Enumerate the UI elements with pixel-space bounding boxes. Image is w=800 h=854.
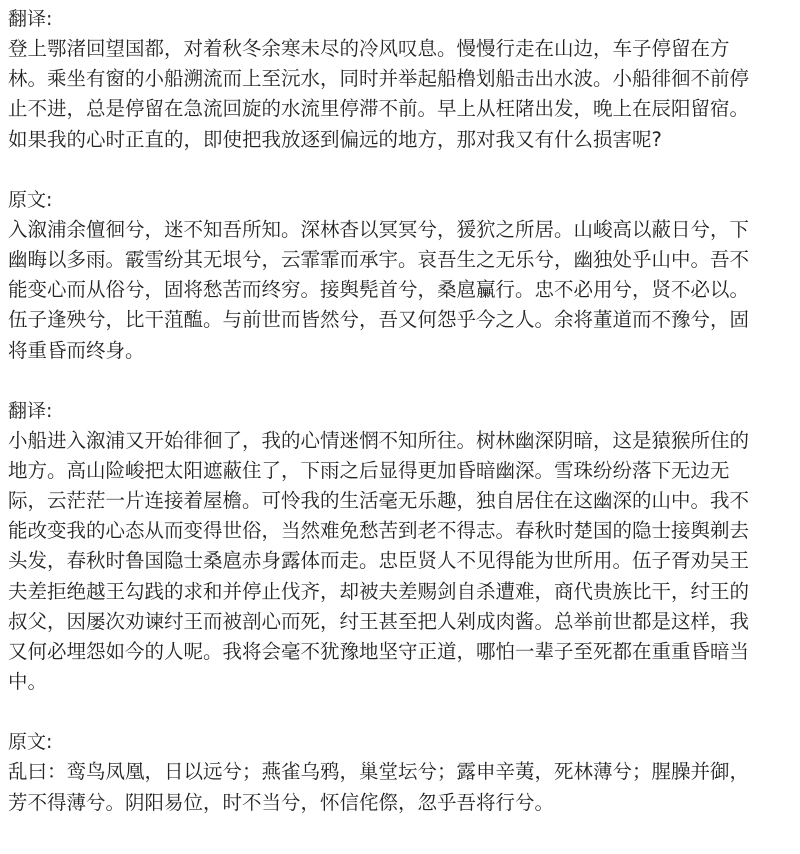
document-body: [8, 4, 794, 818]
text-line: 乱曰：鸾鸟凤凰，日以远兮；燕雀乌鸦，巢堂坛兮；露申辛荑，死林薄兮；腥臊并御，: [8, 760, 750, 784]
text-line: 中。: [8, 670, 48, 694]
text-line: 地方。高山险峻把太阳遮蔽住了，下雨之后显得更加昏暗幽深。雪珠纷纷落下无边无: [8, 458, 730, 482]
section-label: 原文:: [8, 731, 53, 754]
text-line: 芳不得薄兮。阴阳易位，时不当兮，怀信侘傺，忽乎吾将行兮。: [8, 790, 555, 814]
text-line: 登上鄂渚回望国都，对着秋冬余寒未尽的冷风叹息。慢慢行走在山边，车子停留在方: [8, 37, 730, 60]
paragraph-gap: [8, 366, 794, 396]
text-line: 伍子逢殃兮，比干菹醢。与前世而皆然兮，吾又何怨乎今之人。余将董道而不豫兮，固: [8, 308, 750, 332]
text-line: 幽晦以多雨。霰雪纷其无垠兮，云霏霏而承宇。哀吾生之无乐兮，幽独处乎山中。吾不: [8, 247, 750, 271]
paragraph-gap: [8, 697, 794, 727]
text-line: 际，云茫茫一片连接着屋檐。可怜我的生活毫无乐趣，独自居住在这幽深的山中。我不: [8, 489, 750, 513]
text-line: 能变心而从俗兮，固将愁苦而终穷。接舆髡首兮，桑扈臝行。忠不必用兮，贤不必以。: [8, 278, 750, 302]
text-line: 能改变我的心态从而变得世俗，当然难免愁苦到老不得志。春秋时楚国的隐士接舆剃去: [8, 519, 750, 543]
text-line: 小船进入溆浦又开始徘徊了，我的心情迷惘不知所往。树林幽深阴暗，这是猿猴所住的: [8, 428, 750, 452]
text-line: 夫差拒绝越王勾践的求和并停止伐齐，却被夫差赐剑自杀遭难，商代贵族比干，纣王的: [8, 579, 750, 603]
text-line: 头发，春秋时鲁国隐士桑扈赤身露体而走。忠臣贤人不见得能为世所用。伍子胥劝吴王: [8, 549, 750, 573]
text-line: 止不进，总是停留在急流回旋的水流里停滞不前。早上从枉陼出发，晚上在辰阳留宿。: [8, 97, 750, 121]
translation-section-1: [8, 4, 794, 155]
text-line: 叔父，因屡次劝谏纣王而被剖心而死，纣王甚至把人剁成肉酱。总举前世都是这样，我: [8, 609, 750, 633]
original-section-1: [8, 185, 794, 366]
text-line: 入溆浦余儃徊兮，迷不知吾所知。深林杳以冥冥兮，猨狖之所居。山峻高以蔽日兮，下: [8, 217, 750, 241]
original-section-2: [8, 727, 794, 817]
translation-section-2: [8, 396, 794, 698]
section-label: 原文:: [8, 188, 53, 211]
section-label: 翻译:: [8, 8, 53, 30]
text-line: 如果我的心时正直的，即使把我放逐到偏远的地方，那对我又有什么损害呢?: [8, 127, 662, 151]
text-line: 林。乘坐有窗的小船溯流而上至沅水，同时并举起船橹划船击出水波。小船徘徊不前停: [8, 67, 750, 91]
section-label: 翻译:: [8, 399, 53, 422]
text-line: 将重昏而终身。: [8, 338, 145, 362]
text-line: 又何必埋怨如今的人呢。我将会毫不犹豫地坚守正道，哪怕一辈子至死都在重重昏暗当: [8, 640, 750, 663]
paragraph-gap: [8, 155, 794, 185]
